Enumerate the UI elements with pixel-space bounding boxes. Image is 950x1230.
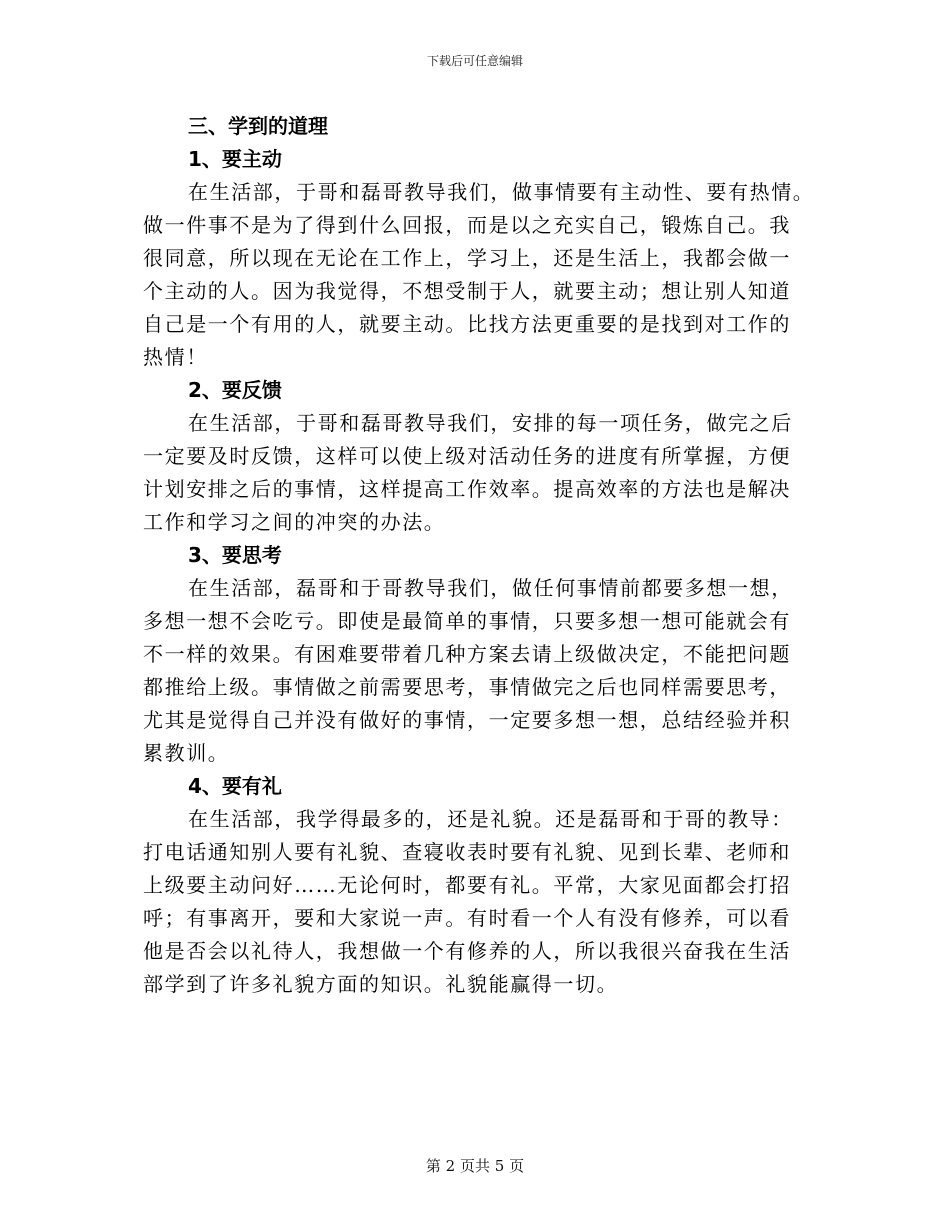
section-3-paragraph xyxy=(143,572,815,770)
text-line: 他是否会以礼待人，我想做一个有修养的人，所以我很兴奋我在生活 xyxy=(143,939,791,963)
text-line: 呼；有事离开，要和大家说一声。有时看一个人有没有修养，可以看 xyxy=(143,906,791,930)
section-title-4: 4、要有礼 xyxy=(188,774,282,798)
text-line: 上级要主动问好……无论何时，都要有礼。平常，大家见面都会打招 xyxy=(143,873,791,897)
section-4-paragraph xyxy=(143,803,815,1001)
text-line: 在生活部，于哥和磊哥教导我们，做事情要有主动性、要有热情。 xyxy=(188,180,815,204)
section-title-main: 三、学到的道理 xyxy=(188,114,328,138)
section-title-1: 1、要主动 xyxy=(188,147,282,171)
page-number: 第 2 页共 5 页 xyxy=(425,1157,525,1175)
text-line: 多想一想不会吃亏。即使是最简单的事情，只要多想一想可能就会有 xyxy=(143,609,791,633)
text-line: 做一件事不是为了得到什么回报，而是以之充实自己，锻炼自己。我 xyxy=(143,213,791,237)
text-line: 一定要及时反馈，这样可以使上级对活动任务的进度有所掌握，方便 xyxy=(143,444,791,468)
section-title-3: 3、要思考 xyxy=(188,543,282,567)
section-2-paragraph xyxy=(143,407,815,539)
page-header: 下载后可任意编辑 xyxy=(426,54,523,68)
section-1-paragraph xyxy=(143,176,815,374)
text-line: 个主动的人。因为我觉得，不想受制于人，就要主动；想让别人知道 xyxy=(143,279,791,303)
text-line: 在生活部，磊哥和于哥教导我们，做任何事情前都要多想一想， xyxy=(188,576,793,600)
text-line: 自己是一个有用的人，就要主动。比找方法更重要的是找到对工作的 xyxy=(143,312,791,336)
text-line: 很同意，所以现在无论在工作上，学习上，还是生活上，我都会做一 xyxy=(143,246,791,270)
text-line: 在生活部，于哥和磊哥教导我们，安排的每一项任务，做完之后 xyxy=(188,411,793,435)
text-line: 工作和学习之间的冲突的办法。 xyxy=(143,510,446,534)
text-line: 部学到了许多礼貌方面的知识。礼貌能赢得一切。 xyxy=(143,972,619,996)
document-body xyxy=(143,110,815,1001)
text-line: 热情！ xyxy=(143,345,208,369)
text-line: 打电话通知别人要有礼貌、查寝收表时要有礼貌、见到长辈、老师和 xyxy=(143,840,791,864)
text-line: 在生活部，我学得最多的，还是礼貌。还是磊哥和于哥的教导： xyxy=(188,807,793,831)
text-line: 计划安排之后的事情，这样提高工作效率。提高效率的方法也是解决 xyxy=(143,477,791,501)
text-line: 累教训。 xyxy=(143,741,230,765)
section-title-2: 2、要反馈 xyxy=(188,378,282,402)
text-line: 尤其是觉得自己并没有做好的事情，一定要多想一想，总结经验并积 xyxy=(143,708,791,732)
text-line: 都推给上级。事情做之前需要思考，事情做完之后也同样需要思考， xyxy=(143,675,791,699)
text-line: 不一样的效果。有困难要带着几种方案去请上级做决定，不能把问题 xyxy=(143,642,791,666)
